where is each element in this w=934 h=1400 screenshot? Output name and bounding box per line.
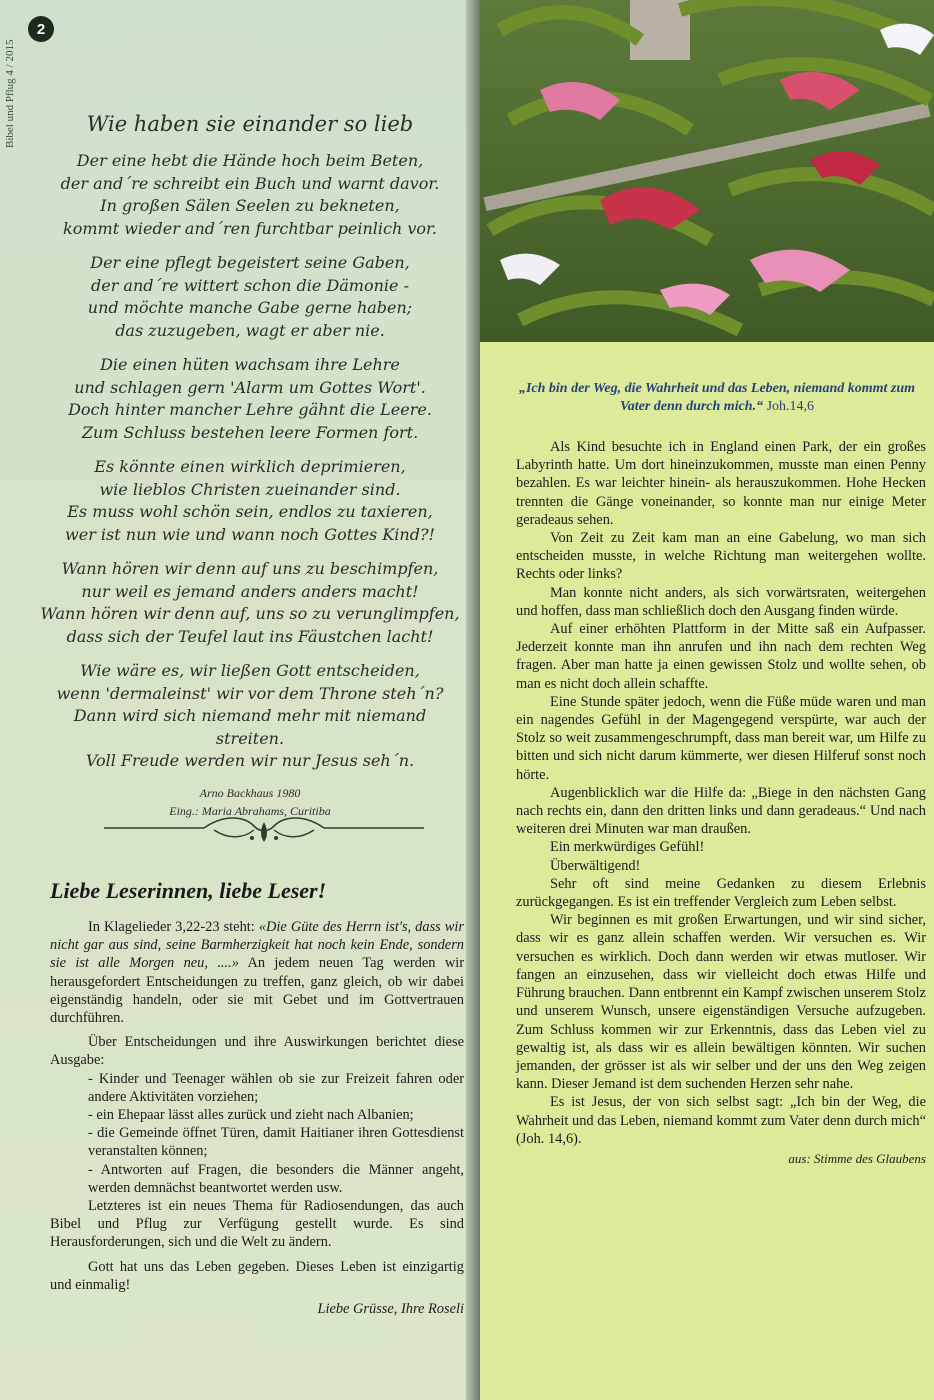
story-paragraph: Eine Stunde später jedoch, wenn die Füße müde waren und man ein nagendes Gefühl in der Magengegend verspürte, war auch der Stolz so weit zusammengeschrumpft, dass man bereit war, um Hilfe zu bitten und sich nicht darum kümmerte, wer diesen Hilferuf sonst noch hörte. — [516, 693, 926, 783]
letter-paragraph: Über Entscheidungen und ihre Auswirkungen berichtet diese Ausgabe: — [50, 1034, 464, 1069]
editor-letter — [50, 918, 464, 1318]
poem-author: Arno Backhaus 1980 — [199, 785, 301, 800]
poem-title: Wie haben sie einander so lieb — [86, 112, 414, 136]
poem-line: kommt wieder and´ren furchtbar peinlich vor. — [63, 218, 437, 238]
letter-intro — [50, 918, 464, 1027]
poem-line: nur weil es jemand anders anders macht! — [81, 581, 419, 601]
story-paragraphs — [516, 438, 926, 1148]
hedge-maze-photo — [480, 0, 934, 342]
page-number-badge: 2 — [28, 16, 54, 42]
poem-line: Dann wird sich niemand mehr mit niemand streiten. — [73, 706, 427, 748]
story-paragraph: Augenblicklich war die Hilfe da: „Biege in den nächsten Gang nach rechts ein, dann den dritten links und dann geradeaus.“ Und nach weiteren drei Minuten war man draußen. — [516, 784, 926, 838]
story-paragraph: Auf einer erhöhten Plattform in der Mitte saß ein Aufpasser. Jederzeit konnte man ihn anrufen und ihn nach dem rechten Weg fragen. Aber man hatte ja einen gewissen Stolz und wollte sehen, ob man es nicht doch allein schaffte. — [516, 621, 926, 692]
issue-sidebar-label: Bibel und Pflug 4 / 2015 — [4, 39, 16, 148]
story-paragraph: Von Zeit zu Zeit kam man an eine Gabelung, wo man sich entscheiden musste, in welche Richtung man weitergehen wollte. Rechts oder links? — [516, 530, 926, 583]
story-paragraph: Es ist Jesus, der von sich selbst sagt: „Ich bin der Weg, die Wahrheit und das Leben, niemand kommt zum Vater denn durch mich“ (Joh. 14,6). — [516, 1094, 926, 1147]
poem-line: und möchte manche Gabe gerne haben; — [87, 298, 413, 317]
letter-list-item: - ein Ehepaar lässt alles zurück und zieht nach Albanien; — [88, 1107, 414, 1124]
poem-line: Wie wäre es, wir ließen Gott entscheiden, — [80, 661, 420, 680]
poem-line: der and´re wittert schon die Dämonie - — [90, 275, 409, 295]
story-paragraph: Ein merkwürdiges Gefühl! — [550, 839, 705, 856]
letter-paragraph: Letzteres ist ein neues Thema für Radiosendungen, das auch Bibel und Pflug zur Verfügung gestellt wurde. Es sind Herausforderungen, sich und die Welt zu ändern. — [50, 1198, 464, 1251]
poem-line: In großen Sälen Seelen zu bekneten, — [100, 196, 400, 215]
poem-line: Es muss wohl schön sein, endlos zu taxieren, — [67, 502, 433, 521]
poem-line: dass sich der Teufel laut ins Fäustchen lacht! — [66, 626, 434, 646]
letter-bible-quote: «Die Güte des Herrn ist's, dass wir nicht gar aus sind, seine Barmherzigkeit hat noch kein Ende, sondern sie ist alle Morgen neu, ....» — [50, 919, 464, 972]
poem-stanza — [40, 456, 460, 546]
letter-signature: Liebe Grüsse, Ihre Roseli — [317, 1301, 464, 1318]
poem-line: Der eine pflegt begeistert seine Gaben, — [90, 253, 410, 272]
poem-line: wie lieblos Christen zueinander sind. — [99, 479, 401, 499]
story-source: aus: Stimme des Glaubens — [788, 1150, 926, 1166]
poem-line: Doch hinter mancher Lehre gähnt die Leere. — [68, 400, 432, 419]
poem-submitted-by: Eing.: Maria Abrahams, Curitiba — [169, 803, 331, 818]
ornament-divider — [104, 808, 424, 848]
poem-stanza — [40, 558, 460, 648]
poem-line: Zum Schluss bestehen leere Formen fort. — [81, 422, 419, 442]
poem-stanza — [40, 660, 460, 773]
scripture-reference: Joh.14,6 — [766, 399, 815, 414]
scripture-quote-text: „Ich bin der Weg, die Wahrheit und das Leben, niemand kommt zum Vater denn durch mich.“ — [518, 381, 916, 414]
letter-title: Liebe Leserinnen, liebe Leser! — [50, 878, 327, 903]
story-paragraph: Man konnte nicht anders, als sich vorwärtsraten, weitergehen und hoffen, dass man schließlich doch den Ausgang finden würde. — [516, 584, 926, 619]
poem-line: Der eine hebt die Hände hoch beim Beten, — [76, 151, 424, 170]
story-paragraph: Wir beginnen es mit großen Erwartungen, und wir sind sicher, dass wir es ganz allein schaffen werden. Wir versuchen es. Wir versuchen es wirklich. Doch dann werden wir etwas mutloser. Wir fangen an einzusehen, dass wir vielleicht doch etwas Hilfe und Führung brauchen. Dann entbrennt ein Kampf zwischen unserem Stolz und unserem Wunsch, unsere eigenständigen Versuche aufzugeben. Zum Schluss kommen wir zur Erkenntnis, dass das Leben viel zu gewaltig ist, als dass wir es allein bewältigen könnten. Wir suchen jemanden, der grösser ist als wir selber und der uns den Weg zeigen kann. Dieser Jemand ist dem suchenden Herzen sehr nahe. — [516, 912, 926, 1093]
poem-line: das zuzugeben, wagt er aber nie. — [115, 320, 385, 340]
letter-list — [50, 1070, 464, 1197]
poem-line: und schlagen gern 'Alarm um Gottes Wort'. — [74, 377, 426, 397]
story-paragraph: Sehr oft sind meine Gedanken zu diesem Erlebnis zurückgegangen. Es ist ein treffender Vergleich zum Leben selbst. — [516, 875, 926, 911]
poem-line: Es könnte einen wirklich deprimieren, — [94, 457, 406, 476]
story-paragraph: Überwältigend! — [550, 857, 641, 874]
poem-stanzas — [40, 150, 460, 773]
poem-stanza — [40, 150, 460, 240]
poem-line: der and´re schreibt ein Buch und warnt davor. — [60, 173, 440, 193]
letter-list-item: - die Gemeinde öffnet Türen, damit Haitianer ihren Gottesdienst veranstalten können; — [88, 1125, 464, 1160]
poem-line: wenn 'dermaleinst' wir vor dem Throne steh´n? — [56, 683, 444, 703]
letter-paragraph: Gott hat uns das Leben gegeben. Dieses Leben ist einzigartig und einmalig! — [50, 1258, 464, 1293]
letter-list-item: - Kinder und Teenager wählen ob sie zur Freizeit fahren oder andere Aktivitäten vorziehen; — [88, 1070, 464, 1105]
poem — [40, 112, 460, 819]
poem-stanza — [40, 252, 460, 342]
poem-line: wer ist nun wie und wann noch Gottes Kind?! — [65, 524, 435, 544]
page-gutter — [466, 0, 480, 1400]
letter-intro-prefix: In Klagelieder 3,22-23 steht: — [88, 919, 259, 935]
poem-line: Wann hören wir denn auf, uns so zu verunglimpfen, — [40, 604, 460, 623]
labyrinth-story — [516, 438, 926, 1168]
poem-line: Die einen hüten wachsam ihre Lehre — [100, 355, 400, 374]
scripture-quote — [510, 380, 924, 416]
story-paragraph: Als Kind besuchte ich in England einen Park, der ein großes Labyrinth hatte. Um dort hineinzukommen, musste man einen Penny bezahlen. Es war leichter hinein- als herauszukommen. Hohe Hecken trennten die Gänge voneinander, so konnte man nur einige Meter geradeaus sehen. — [516, 439, 926, 528]
poem-stanza — [40, 354, 460, 444]
poem-line: Wann hören wir denn auf uns zu beschimpfen, — [61, 559, 439, 578]
letter-list-item: - Antworten auf Fragen, die besonders die Männer angeht, werden demnächst beantwortet werden usw. — [88, 1161, 464, 1196]
poem-line: Voll Freude werden wir nur Jesus seh´n. — [85, 751, 415, 770]
letter-intro-suffix: An jedem neuen Tag werden wir herausgefordert Entscheidungen zu treffen, ganz gleich, ob wir dabei eigenständig handeln, oder sie mit Gebet und im Gottvertrauen durchführen. — [50, 955, 464, 1027]
